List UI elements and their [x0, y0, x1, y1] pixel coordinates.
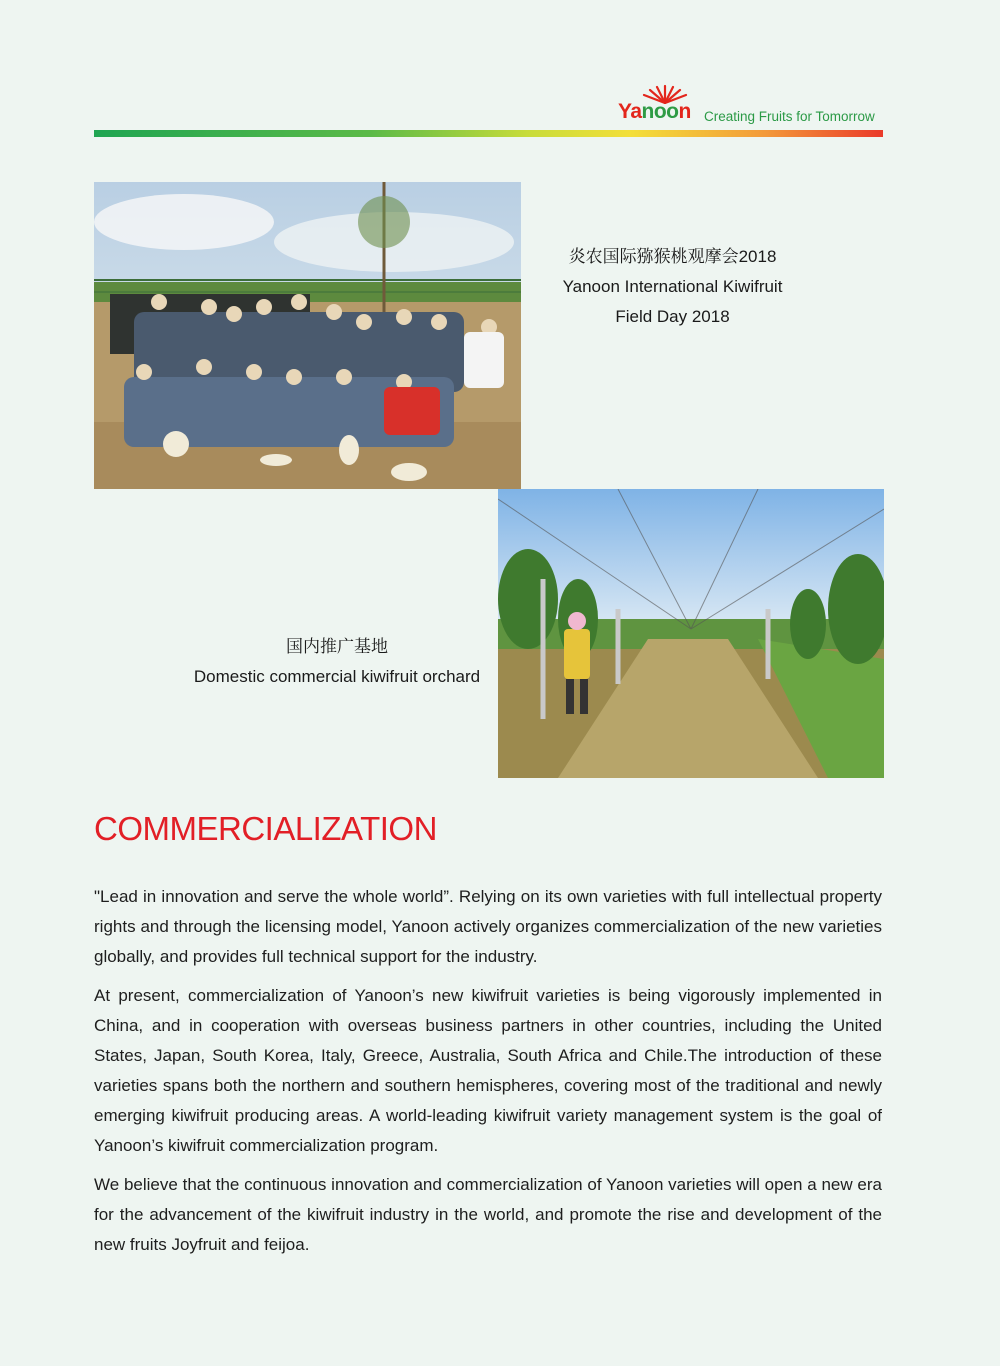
field-day-image — [94, 182, 521, 489]
orchard-caption-en: Domestic commercial kiwifruit orchard — [193, 667, 481, 686]
header-gradient-rule — [94, 130, 883, 137]
orchard-caption-cn: 国内推广基地 — [286, 637, 388, 656]
orchard-image — [498, 489, 884, 778]
orchard-photo — [498, 489, 884, 778]
field-day-caption-cn: 炎农国际猕猴桃观摩会2018 — [568, 247, 777, 266]
brand-logo — [618, 84, 888, 128]
body-paragraph-3: We believe that the continuous innovation and commercialization of Yanoon varieties will open a new era for the advancement of the kiwifruit industry in the world, and promote the rise and development of the new fruits Joyfruit and feijoa. — [94, 1175, 882, 1254]
orchard-caption — [180, 632, 494, 692]
logo-text-end: n — [678, 100, 691, 123]
field-day-caption-en-line2: Field Day 2018 — [615, 307, 730, 326]
logo-text-start: Ya — [618, 100, 642, 123]
field-day-caption-en-line1: Yanoon International Kiwifruit — [562, 277, 783, 296]
tagline: Creating Fruits for Tomorrow — [704, 109, 875, 124]
field-day-photo — [94, 182, 521, 489]
body-paragraph-1: "Lead in innovation and serve the whole world”. Relying on its own varieties with full intellectual property rights and through the licensing model, Yanoon actively organizes commercialization of the new varieties globally, and provides full technical support for the industry. — [94, 887, 882, 966]
logo-wordmark — [618, 100, 691, 124]
logo-text-mid: noo — [641, 100, 679, 123]
body-paragraph-2: At present, commercialization of Yanoon’s new kiwifruit varieties is being vigorously implemented in China, and in cooperation with overseas business partners in other countries, including the United States, Japan, South Korea, Italy, Greece, Australia, South Africa and Chile.The introduction of these varieties spans both the northern and southern hemispheres, covering most of the traditional and newly emerging kiwifruit producing areas. A world-leading kiwifruit variety management system is the goal of Yanoon’s kiwifruit commercialization program. — [94, 986, 882, 1155]
field-day-caption — [521, 242, 824, 332]
section-title: COMMERCIALIZATION — [94, 810, 437, 847]
